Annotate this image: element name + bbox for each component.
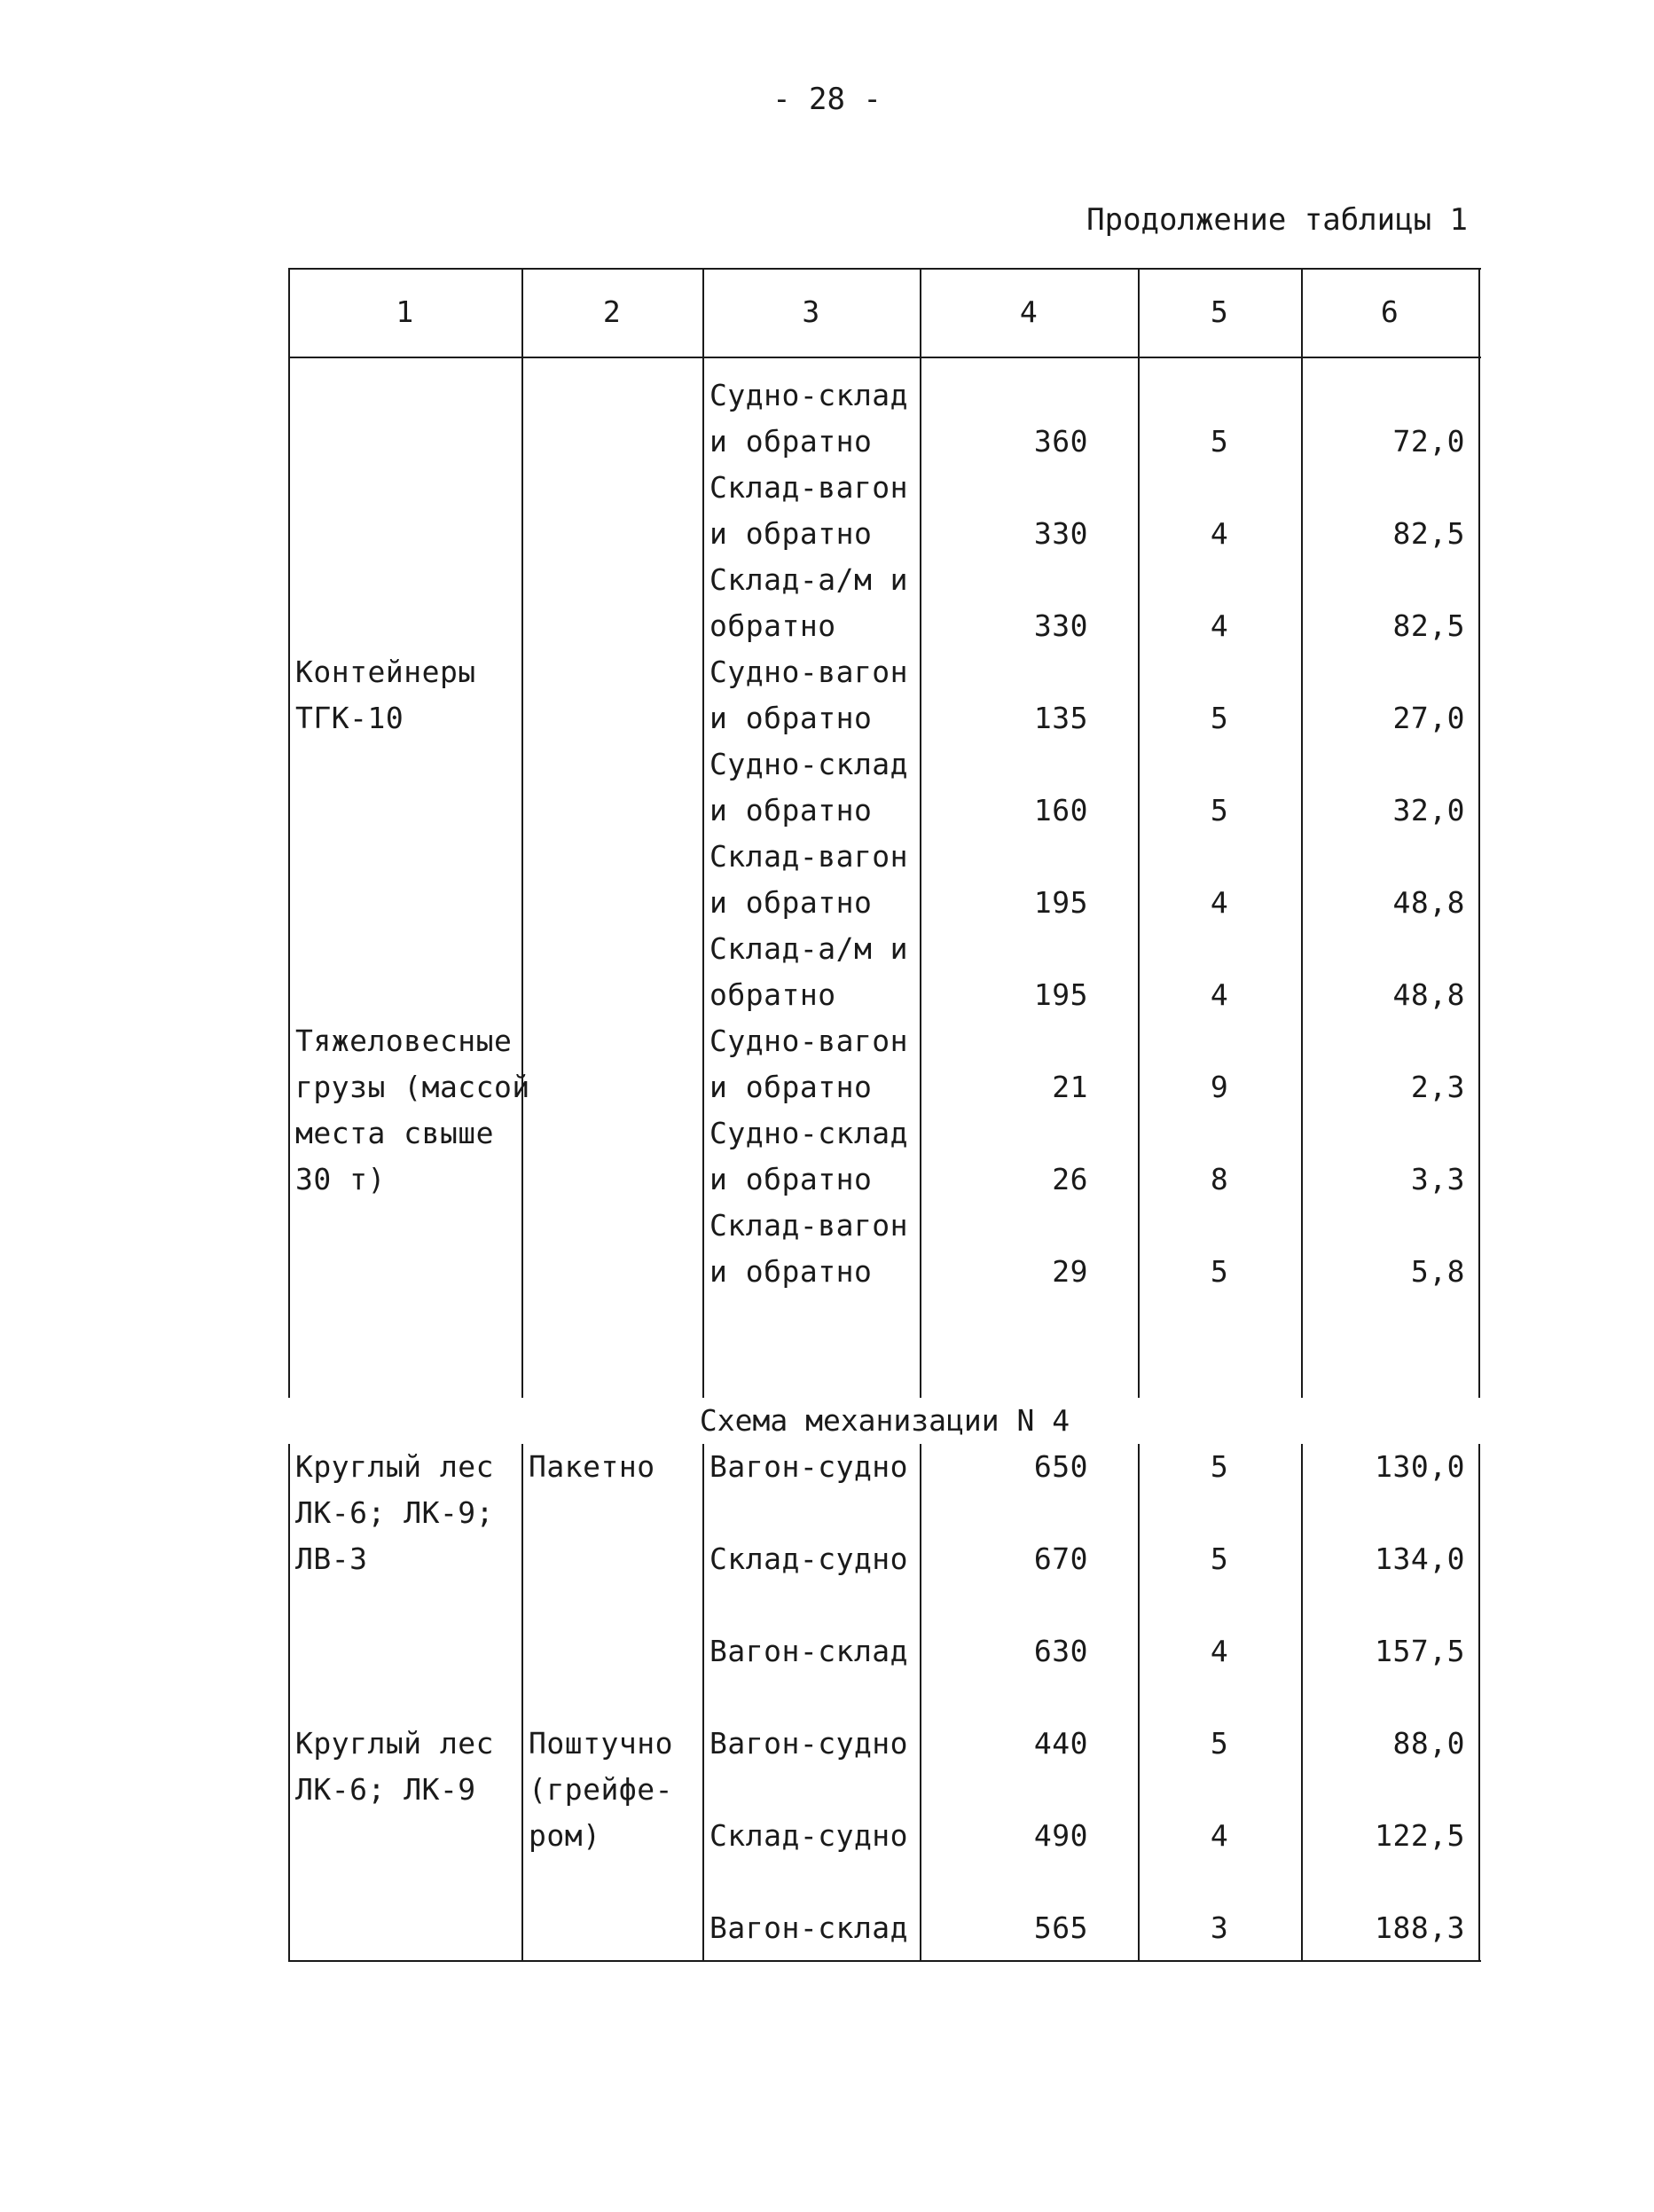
cell-row-14-col-6: 88,0 bbox=[1392, 1726, 1465, 1761]
cell-row-8-col-5: 9 bbox=[1210, 1070, 1229, 1104]
cell-row-5-col-6: 32,0 bbox=[1392, 793, 1465, 828]
cell-row-3-col-3: Склад-а/м и обратно bbox=[709, 562, 909, 643]
cell-row-13-col-6: 157,5 bbox=[1375, 1634, 1465, 1668]
cell-row-16-col-5: 3 bbox=[1210, 1910, 1229, 1945]
cell-row-12-col-5: 5 bbox=[1210, 1541, 1229, 1576]
cell-row-2-col-3: Склад-вагон и обратно bbox=[709, 470, 909, 551]
section-title: Схема механизации N 4 bbox=[288, 1398, 1481, 1444]
data-table bbox=[288, 268, 1481, 1962]
cell-row-15-col-4: 490 bbox=[1033, 1818, 1088, 1853]
cell-row-9-col-4: 26 bbox=[1052, 1162, 1088, 1196]
cell-row-12-col-3: Склад-судно bbox=[709, 1541, 909, 1576]
cell-row-4-col-5: 5 bbox=[1210, 701, 1229, 735]
col-rule-2 bbox=[702, 268, 704, 1962]
cell-row-5-col-4: 160 bbox=[1033, 793, 1088, 828]
cell-row-2-col-4: 330 bbox=[1033, 516, 1088, 551]
cell-row-5-col-5: 5 bbox=[1210, 793, 1229, 828]
cell-row-4-col-6: 27,0 bbox=[1392, 701, 1465, 735]
cell-row-15-col-3: Склад-судно bbox=[709, 1818, 909, 1853]
cell-row-7-col-3: Склад-а/м и обратно bbox=[709, 931, 909, 1012]
cell-row-1-col-3: Судно-склад и обратно bbox=[709, 378, 909, 459]
cell-row-10-col-5: 5 bbox=[1210, 1254, 1229, 1289]
cell-row-9-col-3: Судно-склад и обратно bbox=[709, 1116, 909, 1196]
cell-row-11-col-1: Круглый лес ЛК-6; ЛК-9; bbox=[295, 1449, 495, 1530]
cell-row-1-col-5: 5 bbox=[1210, 424, 1229, 459]
cell-row-3-col-5: 4 bbox=[1210, 608, 1229, 643]
cell-row-3-col-4: 330 bbox=[1033, 608, 1088, 643]
cell-row-14-col-2: Поштучно (грейфе- bbox=[529, 1726, 673, 1807]
cell-row-11-col-5: 5 bbox=[1210, 1449, 1229, 1484]
cell-row-8-col-3: Судно-вагон и обратно bbox=[709, 1024, 909, 1104]
cell-row-7-col-5: 4 bbox=[1210, 977, 1229, 1012]
cell-row-10-col-3: Склад-вагон и обратно bbox=[709, 1208, 909, 1289]
cell-row-7-col-4: 195 bbox=[1033, 977, 1088, 1012]
cell-row-14-col-1: Круглый лес ЛК-6; ЛК-9 bbox=[295, 1726, 495, 1807]
header-col-3: 3 bbox=[802, 294, 820, 329]
cell-row-4-col-4: 135 bbox=[1033, 701, 1088, 735]
cell-row-14-col-4: 440 bbox=[1033, 1726, 1088, 1761]
cell-row-12-col-6: 134,0 bbox=[1375, 1541, 1465, 1576]
cell-row-11-col-2: Пакетно bbox=[529, 1449, 655, 1484]
cell-row-5-col-3: Судно-склад и обратно bbox=[709, 747, 909, 828]
cell-row-8-col-1: Тяжеловесные грузы (массой bbox=[295, 1024, 530, 1104]
col-rule-1 bbox=[521, 268, 523, 1962]
cell-row-6-col-5: 4 bbox=[1210, 885, 1229, 920]
cell-row-9-col-1: места свыше 30 т) bbox=[295, 1116, 495, 1196]
cell-row-11-col-3: Вагон-судно bbox=[709, 1449, 909, 1484]
cell-row-13-col-3: Вагон-склад bbox=[709, 1634, 909, 1668]
cell-row-11-col-6: 130,0 bbox=[1375, 1449, 1465, 1484]
cell-row-10-col-6: 5,8 bbox=[1410, 1254, 1465, 1289]
col-rule-6 bbox=[1478, 268, 1480, 1962]
cell-row-13-col-4: 630 bbox=[1033, 1634, 1088, 1668]
header-col-5: 5 bbox=[1210, 294, 1229, 329]
cell-row-1-col-4: 360 bbox=[1033, 424, 1088, 459]
col-rule-3 bbox=[920, 268, 921, 1962]
cell-row-16-col-6: 188,3 bbox=[1375, 1910, 1465, 1945]
cell-row-15-col-6: 122,5 bbox=[1375, 1818, 1465, 1853]
cell-row-10-col-4: 29 bbox=[1052, 1254, 1088, 1289]
cell-row-7-col-6: 48,8 bbox=[1392, 977, 1465, 1012]
cell-row-16-col-4: 565 bbox=[1033, 1910, 1088, 1945]
cell-row-15-col-2: ром) bbox=[529, 1818, 601, 1853]
header-col-2: 2 bbox=[602, 294, 622, 329]
header-col-6: 6 bbox=[1380, 294, 1399, 329]
cell-row-15-col-5: 4 bbox=[1210, 1818, 1229, 1853]
cell-row-6-col-6: 48,8 bbox=[1392, 885, 1465, 920]
cell-row-8-col-4: 21 bbox=[1052, 1070, 1088, 1104]
cell-row-12-col-1: ЛВ-3 bbox=[295, 1541, 368, 1576]
col-rule-0 bbox=[288, 268, 290, 1962]
cell-row-16-col-3: Вагон-склад bbox=[709, 1910, 909, 1945]
cell-row-11-col-4: 650 bbox=[1033, 1449, 1088, 1484]
cell-row-8-col-6: 2,3 bbox=[1410, 1070, 1465, 1104]
cell-row-6-col-4: 195 bbox=[1033, 885, 1088, 920]
header-col-4: 4 bbox=[1019, 294, 1039, 329]
cell-row-2-col-5: 4 bbox=[1210, 516, 1229, 551]
cell-row-13-col-5: 4 bbox=[1210, 1634, 1229, 1668]
cell-row-12-col-4: 670 bbox=[1033, 1541, 1088, 1576]
cell-row-9-col-6: 3,3 bbox=[1410, 1162, 1465, 1196]
header-col-1: 1 bbox=[396, 294, 414, 329]
table-continuation-caption: Продолжение таблицы 1 bbox=[1086, 202, 1468, 238]
cell-row-6-col-3: Склад-вагон и обратно bbox=[709, 839, 909, 920]
page-number: - 28 - bbox=[772, 82, 882, 117]
cell-row-2-col-6: 82,5 bbox=[1392, 516, 1465, 551]
cell-row-4-col-3: Судно-вагон и обратно bbox=[709, 655, 909, 735]
cell-row-14-col-5: 5 bbox=[1210, 1726, 1229, 1761]
cell-row-3-col-6: 82,5 bbox=[1392, 608, 1465, 643]
cell-row-14-col-3: Вагон-судно bbox=[709, 1726, 909, 1761]
cell-row-4-col-1: Контейнеры ТГК-10 bbox=[295, 655, 476, 735]
cell-row-1-col-6: 72,0 bbox=[1392, 424, 1465, 459]
cell-row-9-col-5: 8 bbox=[1210, 1162, 1229, 1196]
